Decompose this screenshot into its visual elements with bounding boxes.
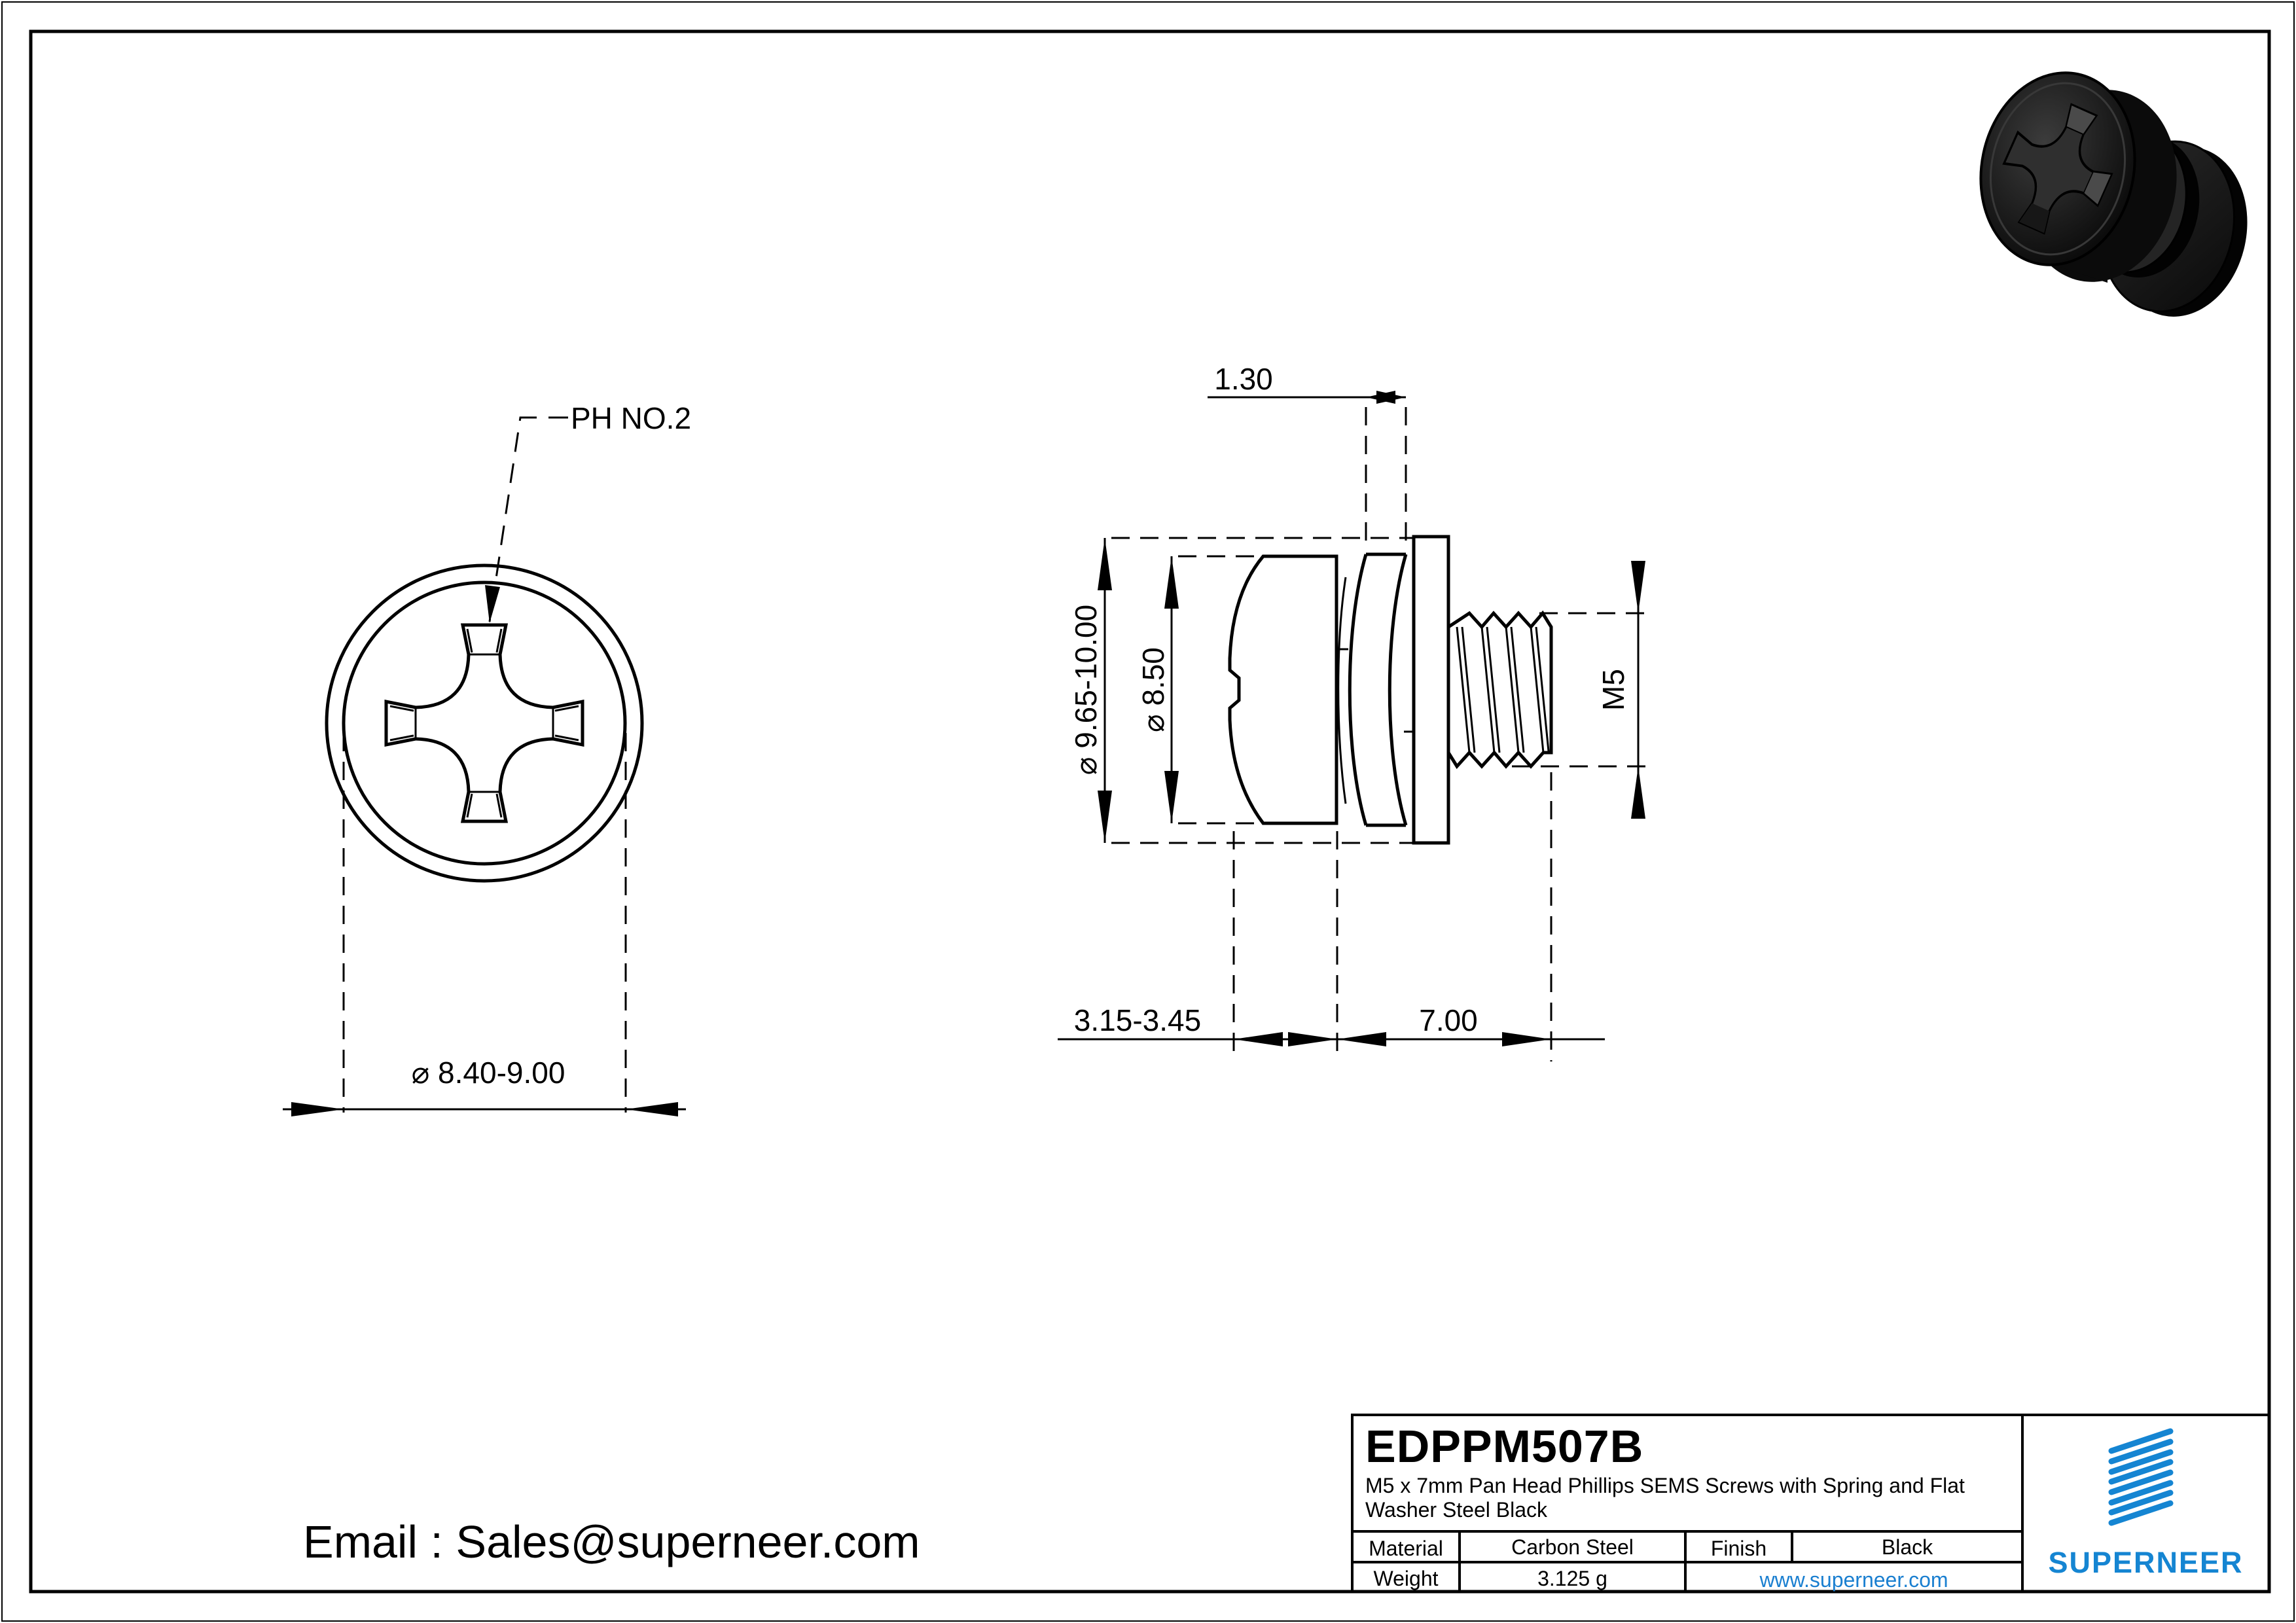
pan-head-profile — [1230, 556, 1336, 823]
thread-size-dim-text: M5 — [1596, 669, 1630, 711]
screw-3d-render — [1964, 58, 2263, 329]
weight-label: Weight — [1373, 1567, 1439, 1590]
spring-washer-profile — [1336, 554, 1414, 825]
head-od-dim-text: ⌀ 8.50 — [1136, 647, 1170, 733]
weight-value: 3.125 g — [1537, 1567, 1607, 1590]
front-view — [283, 418, 686, 1116]
material-label: Material — [1369, 1537, 1443, 1560]
superneer-logo-icon — [2111, 1431, 2170, 1523]
head-height-dim-text: 3.15-3.45 — [1073, 1003, 1202, 1037]
spring-width-dim-text: 1.30 — [1214, 362, 1273, 396]
website-link[interactable]: www.superneer.com — [1759, 1568, 1948, 1592]
flat-washer-profile — [1414, 537, 1448, 843]
phillips-cross — [386, 625, 583, 821]
head-od-dimension — [1164, 556, 1263, 823]
thread-length-dim-text: 7.00 — [1419, 1003, 1478, 1037]
finish-value: Black — [1881, 1535, 1933, 1559]
finish-label: Finish — [1710, 1537, 1767, 1560]
brand-name: SUPERNEER — [2048, 1546, 2244, 1579]
part-number: EDPPM507B — [1365, 1421, 1644, 1472]
part-description: M5 x 7mm Pan Head Phillips SEMS Screws with Spring and Flat Washer Steel Black — [1365, 1474, 1965, 1522]
drive-type-label: PH NO.2 — [571, 401, 692, 435]
washer-outline-circle — [327, 565, 642, 881]
thread-profile — [1448, 613, 1551, 766]
washer-od-dim-text: ⌀ 9.65-10.00 — [1069, 604, 1103, 776]
contact-email-text: Email : Sales@superneer.com — [303, 1516, 920, 1567]
head-diameter-dim-text: ⌀ 8.40-9.00 — [411, 1056, 565, 1090]
spring-width-dimension — [1208, 391, 1406, 551]
material-value: Carbon Steel — [1511, 1535, 1634, 1559]
leader-arrow — [485, 585, 500, 623]
